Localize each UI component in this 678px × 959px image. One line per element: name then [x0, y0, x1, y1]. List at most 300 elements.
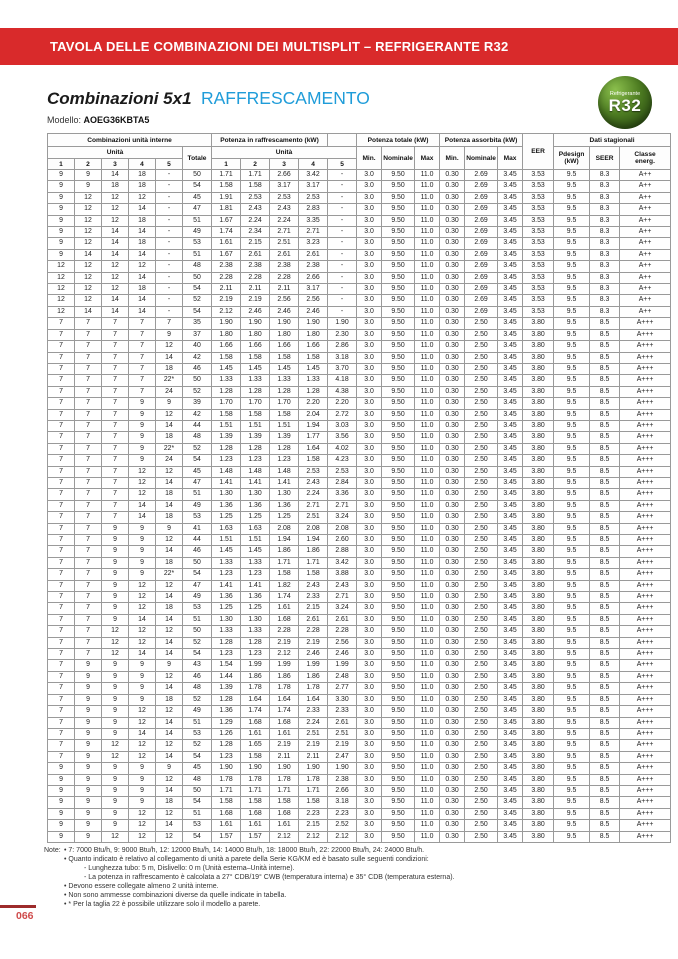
table-cell: 3.80: [523, 740, 554, 751]
table-cell: 7: [48, 603, 75, 614]
table-cell: 3.80: [523, 523, 554, 534]
table-cell: 8.3: [590, 204, 620, 215]
table-cell: 3.80: [523, 592, 554, 603]
table-cell: 11.0: [415, 227, 440, 238]
table-cell: 8.5: [590, 363, 620, 374]
table-cell: 3.36: [328, 489, 357, 500]
table-cell: 12: [102, 637, 129, 648]
table-cell: 1.94: [270, 535, 299, 546]
table-cell: 3.80: [523, 557, 554, 568]
table-cell: 9: [129, 420, 156, 431]
table-cell: 2.43: [241, 204, 270, 215]
table-cell: 3.80: [523, 512, 554, 523]
table-cell: 3.0: [357, 831, 382, 842]
table-cell: 1.94: [299, 535, 328, 546]
table-cell: 8.5: [590, 557, 620, 568]
table-cell: 2.69: [465, 284, 498, 295]
table-cell: 9.5: [554, 204, 590, 215]
table-cell: 9: [156, 763, 183, 774]
table-cell: -: [328, 215, 357, 226]
table-cell: 9.50: [382, 649, 415, 660]
table-cell: 9.50: [382, 626, 415, 637]
table-cell: 1.91: [212, 192, 241, 203]
table-cell: 1.68: [241, 717, 270, 728]
table-cell: 2.84: [328, 477, 357, 488]
table-cell: 14: [156, 614, 183, 625]
table-cell: 2.50: [465, 512, 498, 523]
table-cell: 14: [75, 249, 102, 260]
table-row: [48, 763, 671, 774]
table-cell: 14: [102, 170, 129, 181]
table-cell: 2.50: [465, 409, 498, 420]
table-cell: 18: [102, 181, 129, 192]
table-cell: 7: [48, 398, 75, 409]
table-cell: 14: [156, 728, 183, 739]
table-cell: 9.5: [554, 546, 590, 557]
table-cell: 3.45: [498, 808, 523, 819]
table-cell: 11.0: [415, 535, 440, 546]
table-cell: 3.45: [498, 763, 523, 774]
table-cell: 2.46: [241, 306, 270, 317]
table-cell: 9.50: [382, 352, 415, 363]
table-cell: 2.50: [465, 717, 498, 728]
table-cell: 1.48: [212, 466, 241, 477]
table-cell: 3.80: [523, 626, 554, 637]
table-cell: 2.50: [465, 706, 498, 717]
table-cell: 0.30: [440, 546, 465, 557]
table-cell: 0.30: [440, 569, 465, 580]
table-cell: 9.50: [382, 797, 415, 808]
table-cell: 12: [156, 706, 183, 717]
table-cell: A+++: [620, 751, 671, 762]
table-cell: 3.80: [523, 477, 554, 488]
table-cell: 3.80: [523, 489, 554, 500]
table-cell: 1.58: [241, 751, 270, 762]
table-cell: 9: [48, 763, 75, 774]
table-cell: 2.50: [465, 751, 498, 762]
table-cell: 3.45: [498, 512, 523, 523]
table-cell: 22*: [156, 443, 183, 454]
table-cell: 3.80: [523, 363, 554, 374]
table-cell: 8.5: [590, 637, 620, 648]
table-cell: 7: [48, 432, 75, 443]
table-cell: 3.0: [357, 409, 382, 420]
table-cell: 11.0: [415, 170, 440, 181]
table-cell: -: [156, 295, 183, 306]
header-assorbita-max: Max: [498, 147, 523, 170]
table-cell: 0.30: [440, 717, 465, 728]
table-cell: 1.33: [270, 375, 299, 386]
table-cell: 1.94: [299, 420, 328, 431]
table-cell: 12: [129, 706, 156, 717]
table-cell: 3.0: [357, 671, 382, 682]
banner-title: TAVOLA DELLE COMBINAZIONI DEI MULTISPLIT – REFRIGERANTE R32: [50, 39, 509, 54]
table-cell: 9.50: [382, 694, 415, 705]
table-cell: 1.58: [241, 352, 270, 363]
table-cell: 9.50: [382, 227, 415, 238]
table-cell: 8.5: [590, 318, 620, 329]
model-line: [47, 115, 149, 125]
table-cell: 9.5: [554, 580, 590, 591]
table-cell: 0.30: [440, 295, 465, 306]
table-cell: 12: [156, 626, 183, 637]
table-cell: 2.51: [299, 512, 328, 523]
table-cell: 1.80: [270, 329, 299, 340]
table-cell: 9.5: [554, 706, 590, 717]
table-cell: 3.0: [357, 649, 382, 660]
table-cell: 2.61: [241, 249, 270, 260]
table-cell: 9.5: [554, 512, 590, 523]
table-cell: 3.45: [498, 797, 523, 808]
table-cell: 8.3: [590, 170, 620, 181]
table-cell: 2.19: [299, 740, 328, 751]
table-cell: 3.45: [498, 706, 523, 717]
table-cell: 22*: [156, 375, 183, 386]
table-cell: 1.45: [212, 546, 241, 557]
model-value: AOEG36KBTA5: [83, 115, 150, 125]
table-cell: 1.90: [270, 763, 299, 774]
table-cell: 48: [183, 432, 212, 443]
table-cell: 8.5: [590, 432, 620, 443]
table-cell: 9: [129, 774, 156, 785]
table-cell: 3.45: [498, 728, 523, 739]
table-cell: 18: [156, 489, 183, 500]
table-cell: 1.39: [270, 432, 299, 443]
table-cell: 53: [183, 603, 212, 614]
table-cell: 14: [156, 420, 183, 431]
table-cell: 11.0: [415, 808, 440, 819]
table-cell: 3.80: [523, 831, 554, 842]
table-cell: 2.53: [328, 466, 357, 477]
table-cell: 7: [75, 637, 102, 648]
table-cell: 3.45: [498, 820, 523, 831]
table-cell: 3.18: [328, 797, 357, 808]
table-cell: 1.51: [212, 420, 241, 431]
table-cell: 9.5: [554, 249, 590, 260]
table-cell: 2.53: [299, 466, 328, 477]
table-cell: 53: [183, 512, 212, 523]
table-cell: -: [328, 192, 357, 203]
table-cell: 52: [183, 694, 212, 705]
table-cell: 11.0: [415, 797, 440, 808]
table-cell: A+++: [620, 649, 671, 660]
table-cell: 9.50: [382, 671, 415, 682]
table-cell: 42: [183, 352, 212, 363]
table-cell: 14: [156, 546, 183, 557]
table-cell: 3.45: [498, 181, 523, 192]
table-row: [48, 295, 671, 306]
table-cell: 7: [75, 375, 102, 386]
table-cell: 3.45: [498, 477, 523, 488]
table-cell: 9: [102, 683, 129, 694]
table-cell: 11.0: [415, 763, 440, 774]
table-cell: 7: [75, 569, 102, 580]
table-cell: 9: [129, 671, 156, 682]
header-unit-number: 1: [48, 159, 75, 170]
table-cell: 9: [48, 249, 75, 260]
table-cell: 8.5: [590, 443, 620, 454]
table-cell: 3.45: [498, 694, 523, 705]
table-cell: 54: [183, 797, 212, 808]
note-line: • 7: 7000 Btu/h, 9: 9000 Btu/h, 12: 12000 Btu/h, 14: 14000 Btu/h, 18: 18000 Btu/h, 22: 22000 Btu/h, 24: 24000 Btu/h.: [64, 847, 425, 854]
table-cell: 3.45: [498, 751, 523, 762]
table-cell: A+++: [620, 352, 671, 363]
table-cell: 1.58: [270, 352, 299, 363]
table-row: [48, 227, 671, 238]
table-cell: 18: [129, 170, 156, 181]
table-cell: A+++: [620, 375, 671, 386]
table-cell: 8.5: [590, 535, 620, 546]
table-cell: 2.08: [328, 523, 357, 534]
table-cell: 1.23: [212, 455, 241, 466]
table-cell: 11.0: [415, 352, 440, 363]
table-cell: 2.08: [299, 523, 328, 534]
note-line: • Devono essere collegate almeno 2 unità interne.: [64, 883, 219, 890]
table-cell: 9.5: [554, 671, 590, 682]
table-cell: 3.0: [357, 489, 382, 500]
table-cell: 54: [183, 649, 212, 660]
table-cell: 0.30: [440, 227, 465, 238]
table-cell: 1.71: [212, 170, 241, 181]
table-cell: 3.45: [498, 386, 523, 397]
table-cell: 9.5: [554, 751, 590, 762]
table-cell: 9.50: [382, 535, 415, 546]
table-cell: 1.45: [299, 363, 328, 374]
table-cell: 3.45: [498, 329, 523, 340]
table-cell: 0.30: [440, 751, 465, 762]
table-cell: A+++: [620, 363, 671, 374]
table-cell: 9: [129, 535, 156, 546]
table-cell: 11.0: [415, 181, 440, 192]
table-cell: 9.50: [382, 318, 415, 329]
table-cell: 2.61: [328, 717, 357, 728]
table-cell: 1.30: [241, 614, 270, 625]
table-row: [48, 523, 671, 534]
table-cell: 2.50: [465, 728, 498, 739]
table-cell: 11.0: [415, 204, 440, 215]
table-cell: 3.42: [299, 170, 328, 181]
table-cell: 1.41: [241, 580, 270, 591]
table-cell: 9: [102, 660, 129, 671]
table-cell: 1.78: [299, 683, 328, 694]
table-cell: 9.5: [554, 489, 590, 500]
table-cell: 9: [102, 797, 129, 808]
table-cell: 2.50: [465, 318, 498, 329]
table-cell: 2.50: [465, 489, 498, 500]
table-cell: 9: [48, 192, 75, 203]
table-cell: 3.0: [357, 192, 382, 203]
table-cell: 12: [129, 831, 156, 842]
table-cell: 9: [75, 694, 102, 705]
table-cell: 18: [156, 363, 183, 374]
table-cell: 14: [102, 295, 129, 306]
table-cell: 1.58: [212, 181, 241, 192]
table-cell: 9.5: [554, 227, 590, 238]
table-cell: -: [156, 170, 183, 181]
table-cell: 11.0: [415, 455, 440, 466]
table-cell: 14: [129, 614, 156, 625]
notes-label: Note:: [44, 847, 61, 854]
table-cell: 3.0: [357, 706, 382, 717]
table-cell: 12: [156, 466, 183, 477]
table-cell: 9.5: [554, 329, 590, 340]
combinations-table-body: [48, 170, 671, 843]
table-cell: 3.80: [523, 443, 554, 454]
table-cell: 51: [183, 489, 212, 500]
table-cell: 11.0: [415, 603, 440, 614]
table-cell: 1.66: [241, 341, 270, 352]
table-cell: 9.50: [382, 306, 415, 317]
table-cell: 3.53: [523, 284, 554, 295]
table-cell: 9.5: [554, 592, 590, 603]
table-cell: 3.0: [357, 785, 382, 796]
table-cell: 46: [183, 363, 212, 374]
table-cell: 18: [156, 557, 183, 568]
table-cell: 47: [183, 204, 212, 215]
table-cell: 3.80: [523, 649, 554, 660]
table-cell: 1.63: [212, 523, 241, 534]
table-row: [48, 420, 671, 431]
table-cell: 3.53: [523, 295, 554, 306]
table-cell: 24: [156, 455, 183, 466]
table-cell: 9: [102, 614, 129, 625]
table-cell: 3.70: [328, 363, 357, 374]
table-cell: 3.45: [498, 375, 523, 386]
table-cell: 9.50: [382, 660, 415, 671]
table-cell: 0.30: [440, 363, 465, 374]
table-cell: 2.50: [465, 671, 498, 682]
table-cell: 8.5: [590, 706, 620, 717]
table-cell: 9: [156, 523, 183, 534]
table-cell: 9.5: [554, 432, 590, 443]
table-cell: 14: [75, 306, 102, 317]
table-cell: 3.80: [523, 797, 554, 808]
table-cell: 3.0: [357, 375, 382, 386]
table-row: [48, 363, 671, 374]
table-row: [48, 637, 671, 648]
table-cell: 3.03: [328, 420, 357, 431]
table-cell: 44: [183, 420, 212, 431]
header-classe-energ: Classe energ.: [620, 147, 671, 170]
table-cell: 11.0: [415, 671, 440, 682]
table-cell: 14: [129, 204, 156, 215]
table-cell: 3.53: [523, 170, 554, 181]
table-cell: 3.45: [498, 306, 523, 317]
table-cell: 0.30: [440, 466, 465, 477]
table-cell: 7: [48, 671, 75, 682]
table-cell: 14: [129, 500, 156, 511]
table-cell: 3.0: [357, 523, 382, 534]
table-cell: 14: [156, 820, 183, 831]
table-cell: 2.19: [241, 295, 270, 306]
table-row: [48, 808, 671, 819]
table-cell: 9: [75, 763, 102, 774]
table-cell: 1.33: [212, 557, 241, 568]
table-cell: 7: [75, 466, 102, 477]
table-cell: 1.23: [241, 569, 270, 580]
table-cell: 8.5: [590, 660, 620, 671]
table-cell: 7: [48, 443, 75, 454]
table-cell: 2.11: [270, 751, 299, 762]
table-cell: 3.45: [498, 443, 523, 454]
table-cell: 3.53: [523, 306, 554, 317]
table-cell: 1.33: [241, 375, 270, 386]
table-cell: 14: [156, 637, 183, 648]
table-cell: 1.78: [212, 774, 241, 785]
table-cell: 1.90: [328, 318, 357, 329]
table-cell: 2.23: [328, 808, 357, 819]
table-cell: 9: [75, 820, 102, 831]
table-cell: 7: [75, 352, 102, 363]
footer-rule: [0, 905, 36, 908]
table-cell: 11.0: [415, 489, 440, 500]
table-cell: 9.5: [554, 694, 590, 705]
table-cell: 0.30: [440, 831, 465, 842]
table-cell: 9: [48, 238, 75, 249]
table-cell: 7: [75, 420, 102, 431]
table-cell: 12: [156, 808, 183, 819]
table-cell: A+++: [620, 500, 671, 511]
table-cell: 11.0: [415, 774, 440, 785]
table-cell: 2.24: [241, 215, 270, 226]
table-cell: 14: [156, 683, 183, 694]
table-cell: 9: [102, 728, 129, 739]
table-cell: 1.58: [299, 797, 328, 808]
table-cell: 1.36: [241, 500, 270, 511]
table-cell: 9.5: [554, 261, 590, 272]
table-cell: 7: [102, 386, 129, 397]
note-line: • Quanto indicato è relativo al collegamento di unità a parete della Serie KG/KM ed è basato sulle seguenti condizioni:: [64, 856, 429, 863]
table-cell: 2.50: [465, 763, 498, 774]
table-cell: A+++: [620, 717, 671, 728]
table-cell: 2.50: [465, 637, 498, 648]
table-cell: 7: [75, 649, 102, 660]
table-cell: 47: [183, 580, 212, 591]
table-cell: 3.45: [498, 785, 523, 796]
table-cell: 9.50: [382, 637, 415, 648]
table-cell: 2.50: [465, 420, 498, 431]
table-cell: 3.17: [270, 181, 299, 192]
table-cell: 40: [183, 341, 212, 352]
table-cell: 2.12: [212, 306, 241, 317]
table-cell: 2.69: [465, 249, 498, 260]
table-cell: 2.60: [328, 535, 357, 546]
table-cell: 9.5: [554, 820, 590, 831]
table-cell: 1.74: [212, 227, 241, 238]
table-cell: 1.90: [299, 318, 328, 329]
table-cell: 0.30: [440, 318, 465, 329]
table-cell: 2.23: [299, 808, 328, 819]
table-cell: 7: [75, 580, 102, 591]
table-row: [48, 774, 671, 785]
table-row: [48, 535, 671, 546]
table-cell: 0.30: [440, 523, 465, 534]
table-cell: 2.69: [465, 170, 498, 181]
table-cell: 2.50: [465, 329, 498, 340]
table-cell: 3.45: [498, 398, 523, 409]
table-cell: 1.36: [212, 500, 241, 511]
table-cell: 3.45: [498, 341, 523, 352]
table-cell: 3.80: [523, 329, 554, 340]
table-cell: 12: [156, 341, 183, 352]
table-cell: 2.50: [465, 603, 498, 614]
header-unita-left: Unità: [48, 147, 183, 159]
table-cell: 9.50: [382, 683, 415, 694]
table-cell: 9.5: [554, 660, 590, 671]
table-cell: 3.53: [523, 227, 554, 238]
table-cell: 0.30: [440, 797, 465, 808]
table-cell: 3.53: [523, 181, 554, 192]
